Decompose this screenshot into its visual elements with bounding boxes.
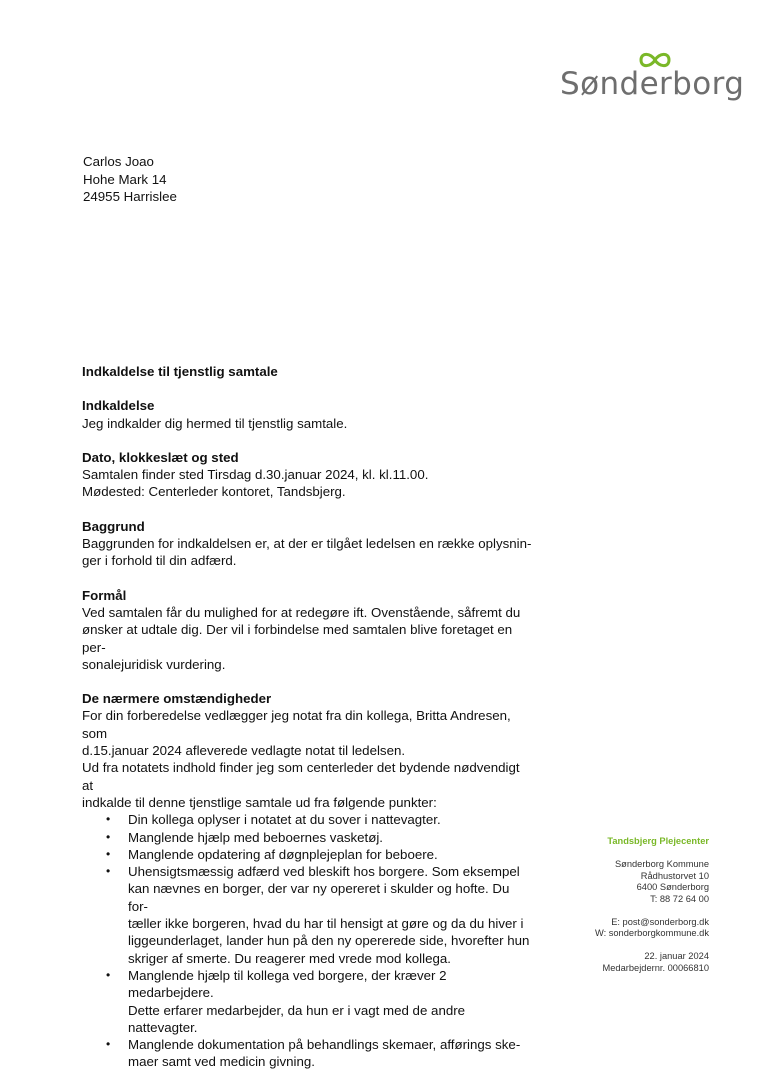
bullet-item xyxy=(128,811,532,828)
section-heading-dato: Dato, klokkeslæt og sted xyxy=(82,449,239,465)
sender-phone: T: 88 72 64 00 xyxy=(650,893,709,904)
bullet-item xyxy=(128,1036,532,1071)
section-heading-baggrund: Baggrund xyxy=(82,518,145,534)
section-text-line: ønsker at udtale dig. Der vil i forbindelse med samtalen blive foretaget en per- xyxy=(82,622,513,655)
recipient-name: Carlos Joao xyxy=(83,154,154,169)
sender-info-sidebar xyxy=(509,836,709,974)
bullet-line: • Uhensigtsmæssig adfærd ved bleskift hos borgere. Som eksempel xyxy=(128,864,520,880)
bullet-line: • Manglende dokumentation på behandlings skemaer, afførings ske- xyxy=(128,1037,521,1053)
sender-website: W: sonderborgkommune.dk xyxy=(594,928,709,938)
bullet-line: • Din kollega oplyser i notatet at du sover i nattevagter. xyxy=(128,812,441,828)
sonderborg-logo xyxy=(560,46,745,102)
bullet-line: skriger af smerte. Du reagerer med vrede mod kollega. xyxy=(128,950,451,966)
bullet-item xyxy=(128,967,532,1036)
sender-email: E: post@sonderborg.dk xyxy=(611,916,709,927)
recipient-address xyxy=(83,153,177,206)
bullet-line: • Manglende opdatering af døgnplejeplan for beboere. xyxy=(128,846,438,862)
section-text-line: Samtalen finder sted Tirsdag d.30.januar 2024, kl. kl.11.00. xyxy=(82,467,429,483)
section-text-line: Jeg indkalder dig hermed til tjenstlig samtale. xyxy=(82,415,348,431)
sender-street: Rådhustorvet 10 xyxy=(640,870,709,881)
section-text-line: d.15.januar 2024 afleverede vedlagte notat til ledelsen. xyxy=(82,743,406,759)
letter-date: 22. januar 2024 xyxy=(644,951,709,961)
section-heading-omstaendigheder: De nærmere omstændigheder xyxy=(82,691,272,707)
section-text-line: Ved samtalen får du mulighed for at redegøre ift. Ovenstående, såfremt du xyxy=(82,604,521,620)
section-text-line: sonalejuridisk vurdering. xyxy=(82,656,226,672)
section-text-line: Baggrunden for indkaldelsen er, at der er tilgået ledelsen en række oplysnin- xyxy=(82,536,532,552)
bullet-list xyxy=(82,811,532,1070)
bullet-item xyxy=(128,829,532,846)
bullet-line: tæller ikke borgeren, hvad du har til hensigt at gøre og da du hiver i xyxy=(128,916,524,932)
section-heading-indkaldelse: Indkaldelse xyxy=(82,398,155,414)
logo-wordmark: Sønderborg xyxy=(560,66,745,102)
bullet-line: liggeunderlaget, lander hun på den ny opererede side, hvorefter hun xyxy=(128,933,530,949)
bullet-line: maer samt ved medicin givning. xyxy=(128,1054,315,1070)
bullet-item xyxy=(128,846,532,863)
recipient-street: Hohe Mark 14 xyxy=(83,171,167,187)
section-text-line: indkalde til denne tjenstlige samtale ud fra følgende punkter: xyxy=(82,794,437,810)
bullet-line: kan nævnes en borger, der var ny opereret i skulder og hofte. Du for- xyxy=(128,881,510,914)
bullet-line: Dette erfarer medarbejder, da hun er i vagt med de andre nattevagter. xyxy=(128,1002,466,1035)
letter-subject: Indkaldelse til tjenstlig samtale xyxy=(82,364,278,379)
employee-number: Medarbejdernr. 00066810 xyxy=(602,962,709,973)
section-text-line: Ud fra notatets indhold finder jeg som centerleder det bydende nødvendigt at xyxy=(82,760,520,793)
bullet-item xyxy=(128,863,532,967)
recipient-city: 24955 Harrislee xyxy=(83,189,177,204)
letter-body xyxy=(82,363,532,1071)
section-heading-formaal: Formål xyxy=(82,587,127,603)
sender-city: 6400 Sønderborg xyxy=(636,882,709,892)
bullet-line: • Manglende hjælp med beboernes vasketøj. xyxy=(128,829,384,845)
sender-department: Tandsbjerg Plejecenter xyxy=(607,836,709,846)
section-text-line: Mødested: Centerleder kontoret, Tandsbjerg. xyxy=(82,484,346,500)
bullet-line: • Manglende hjælp til kollega ved borgere, der kræver 2 medarbejdere. xyxy=(128,967,447,1001)
section-text-line: ger i forhold til din adfærd. xyxy=(82,553,237,569)
section-text-line: For din forberedelse vedlægger jeg notat fra din kollega, Britta Andresen, som xyxy=(82,708,511,741)
sender-organization: Sønderborg Kommune xyxy=(614,859,709,869)
